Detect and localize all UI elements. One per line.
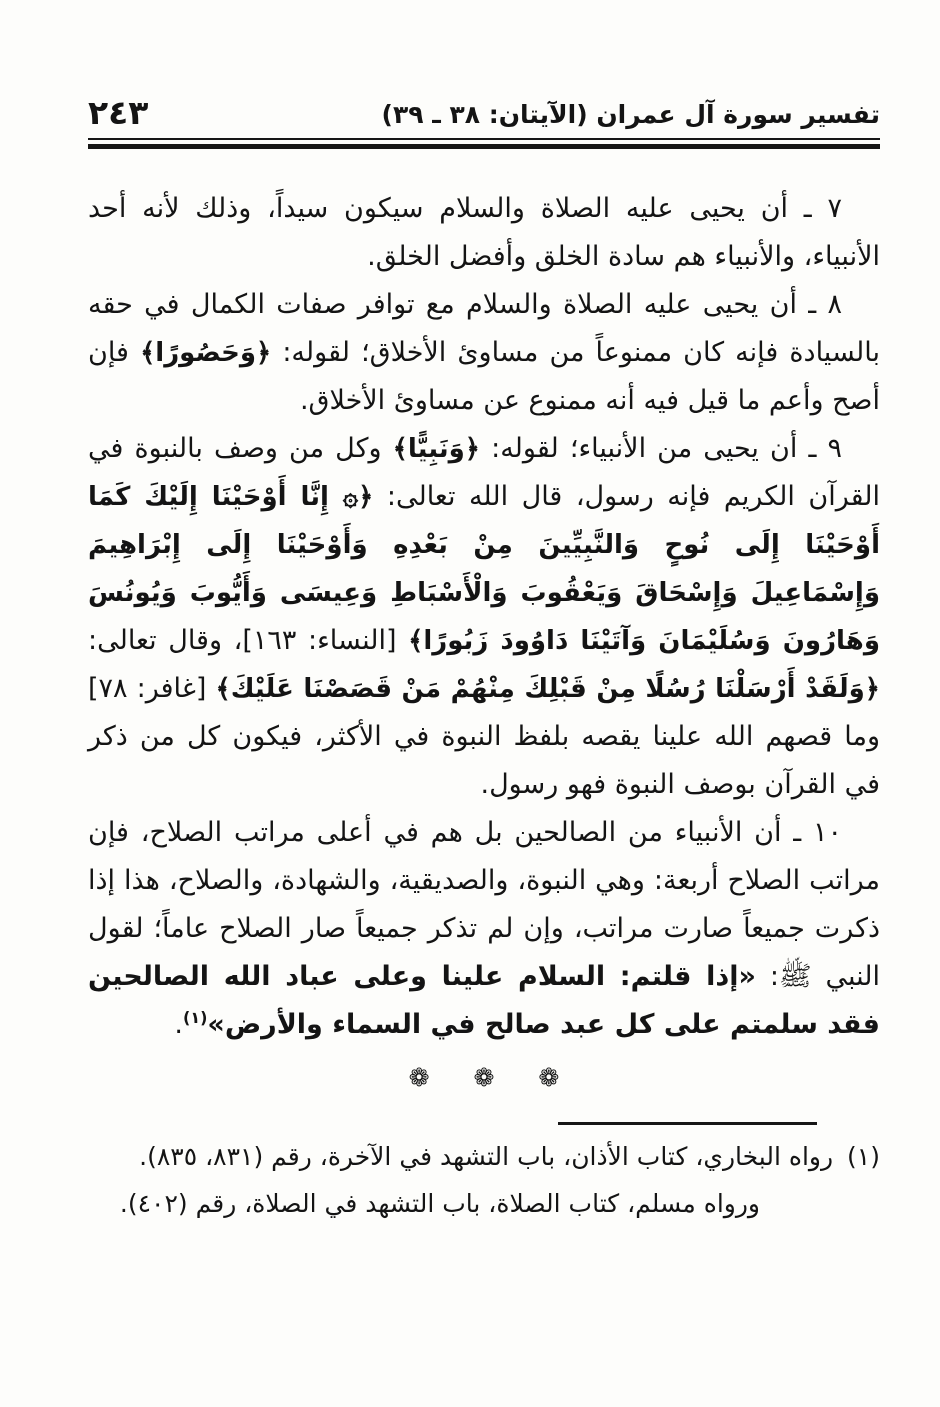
quran-quote-nisa-163: ﴿۞ إِنَّا أَوْحَيْنَا إِلَيْكَ كَمَا أَوْحَيْنَا إِلَى نُوحٍ وَالنَّبِيِّينَ مِنْ بَعْدِهِ وَأَوْحَيْنَا إِلَى إِبْرَاهِيمَ وَإِسْمَاعِيلَ وَإِسْحَاقَ وَيَعْقُوبَ وَالْأَسْبَاطِ وَعِيسَى وَأَيُّوبَ وَيُونُسَ وَهَارُونَ وَسُلَيْمَانَ وَآتَيْنَا دَاوُودَ زَبُورًا﴾: [88, 482, 880, 656]
hadith-quote: «إذا قلتم: السلام علينا وعلى عباد الله الصالحين فقد سلمتم على كل عبد صالح في السماء والأرض»: [88, 961, 880, 1040]
text-segment: .: [174, 1009, 183, 1040]
quran-quote-nabiyya: ﴿وَنَبِيًّا﴾: [392, 434, 480, 464]
footnote-1-text: رواه البخاري، كتاب الأذان، باب التشهد في الآخرة، رقم (٨٣١، ٨٣٥).: [139, 1142, 834, 1171]
quran-quote-ghafir-78: ﴿وَلَقَدْ أَرْسَلْنَا رُسُلًا مِنْ قَبْلِكَ مِنْهُمْ مَنْ قَصَصْنَا عَلَيْكَ﴾: [215, 674, 880, 704]
page-body: [88, 185, 880, 1049]
footnote-ref-1: (١): [183, 1008, 208, 1027]
text-segment: ٨ ـ أن يحيى عليه الصلاة والسلام مع توافر صفات الكمال في حقه بالسيادة فإنه كان ممنوعاً من مساوئ الأخلاق؛ لقوله:: [88, 289, 880, 368]
paragraph-point-9: [88, 425, 880, 809]
text-segment: ٧ ـ أن يحيى عليه الصلاة والسلام سيكون سيداً، وذلك لأنه أحد الأنبياء، والأنبياء هم سادة الخلق وأفضل الخلق.: [88, 193, 880, 272]
pbuh-symbol: ﷺ: [778, 961, 812, 992]
page-header: [88, 93, 880, 132]
footnote-separator-rule: [558, 1122, 817, 1125]
paragraph-point-8: [88, 281, 880, 425]
footnote-1-marker: (١): [847, 1142, 880, 1171]
text-segment: وكل من وصف بالنبوة في القرآن الكريم فإنه رسول، قال الله تعالى:: [88, 433, 881, 512]
paragraph-point-10: [88, 809, 880, 1049]
paragraph-point-7: [88, 185, 880, 281]
text-segment: :: [755, 961, 779, 992]
text-segment: فإن أصح وأعم ما قيل فيه أنه ممنوع عن مساوئ الأخلاق.: [88, 337, 880, 416]
footnote-1-line-1: [88, 1133, 880, 1180]
header-rule-thin: [88, 138, 880, 140]
footnote-area: [88, 1122, 880, 1227]
section-ornament-rosettes: ❁ ❁ ❁: [408, 1063, 560, 1092]
text-segment: ٩ ـ أن يحيى من الأنبياء؛ لقوله:: [480, 433, 842, 464]
header-rule-thick: [88, 144, 880, 149]
text-segment: [غافر: ٧٨] وما قصهم الله علينا يقصه بلفظ النبوة في الأكثر، فيكون كل من ذكر في القرآن بوصف النبوة فهو رسول.: [88, 673, 880, 800]
footnote-1-line-2: ورواه مسلم، كتاب الصلاة، باب التشهد في الصلاة، رقم (٤٠٢).: [119, 1189, 760, 1218]
page-number: ٢٤٣: [88, 93, 149, 132]
quran-quote-hasura: ﴿وَحَصُورًا﴾: [140, 338, 272, 368]
text-segment: ١٠ ـ أن الأنبياء من الصالحين بل هم في أعلى مراتب الصلاح، فإن مراتب الصلاح أربعة: وهي النبوة، والصديقية، والشهادة، والصلاح، هذا إذا ذكرت جميعاً صارت مراتب، وإن لم تذكر جميعاً صار الصلاح عاماً؛ لقول النبي: [88, 817, 880, 992]
header-title: تفسير سورة آل عمران (الآيتان: ٣٨ ـ ٣٩): [381, 100, 880, 129]
verse-reference-nisa: [النساء: ١٦٣]، وقال تعالى:: [88, 625, 409, 656]
